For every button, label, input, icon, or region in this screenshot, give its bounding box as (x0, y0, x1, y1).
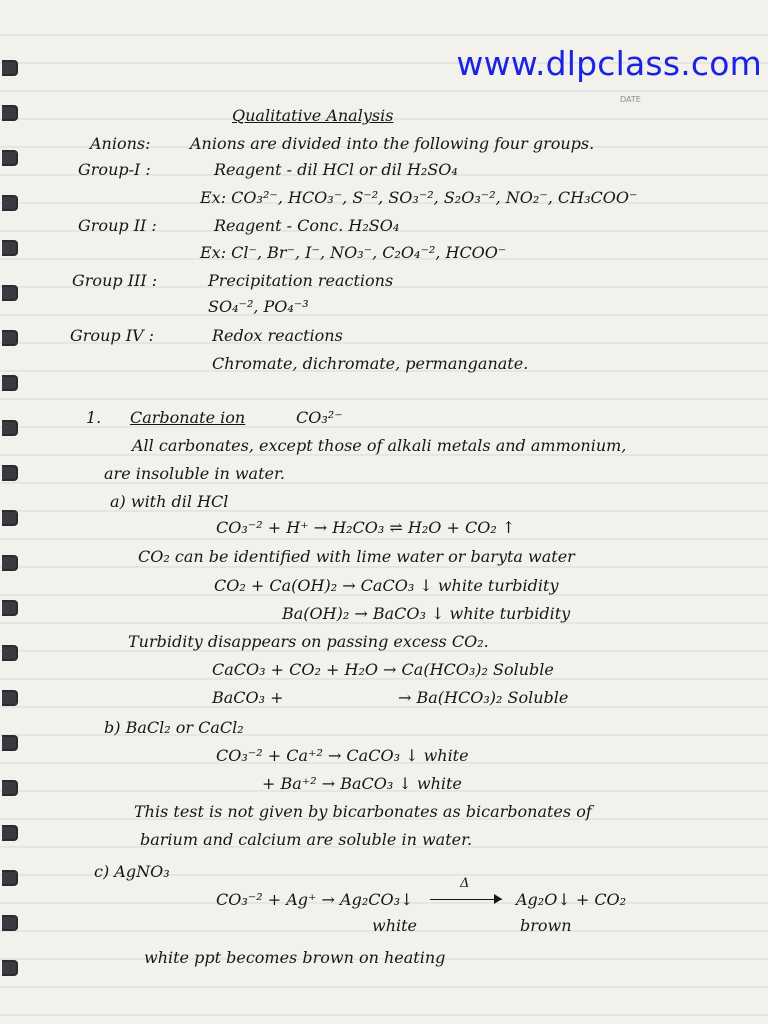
part-c-label: c) AgNO₃ (94, 862, 170, 881)
part-b-note2: barium and calcium are soluble in water. (140, 830, 473, 849)
group4-examples: Chromate, dichromate, permanganate. (212, 354, 529, 373)
part-b-equation1: CO₃⁻² + Ca⁺² → CaCO₃ ↓ white (216, 746, 469, 765)
date-label: DATE (620, 95, 641, 104)
part-a-equation5-right: → Ba(HCO₃)₂ Soluble (398, 688, 569, 707)
carbonate-formula: CO₃²⁻ (296, 408, 343, 427)
group1-label: Group-I : (78, 160, 151, 179)
section-number: 1. (86, 408, 102, 427)
anions-text: Anions are divided into the following four groups. (190, 134, 595, 153)
carbonate-line1: All carbonates, except those of alkali metals and ammonium, (132, 436, 627, 455)
carbonate-line2: are insoluble in water. (104, 464, 285, 483)
group4-text: Redox reactions (212, 326, 343, 345)
group1-examples: Ex: CO₃²⁻, HCO₃⁻, S⁻², SO₃⁻², S₂O₃⁻², NO₂⁻, CH₃COO⁻ (200, 188, 638, 207)
heat-arrow-label: Δ (460, 876, 470, 891)
anions-label: Anions: (90, 134, 151, 153)
part-b-note1: This test is not given by bicarbonates as bicarbonates of (134, 802, 592, 821)
watermark[interactable]: www.dlpclass.com (456, 44, 762, 83)
part-a-equation: CO₃⁻² + H⁺ → H₂CO₃ ⇌ H₂O + CO₂ ↑ (216, 518, 516, 537)
part-c-note: white ppt becomes brown on heating (144, 948, 446, 967)
part-b-equation2: + Ba⁺² → BaCO₃ ↓ white (262, 774, 462, 793)
part-a-label: a) with dil HCl (110, 492, 229, 511)
group3-label: Group III : (72, 271, 158, 290)
heat-arrow-head (494, 894, 502, 904)
part-c-equation-left: CO₃⁻² + Ag⁺ → Ag₂CO₃↓ (216, 890, 414, 909)
page-title: Qualitative Analysis (232, 106, 394, 125)
part-a-equation5-left: BaCO₃ + (212, 688, 284, 707)
part-a-equation3: Ba(OH)₂ → BaCO₃ ↓ white turbidity (282, 604, 571, 623)
group4-label: Group IV : (70, 326, 155, 345)
group3-text: Precipitation reactions (208, 271, 394, 290)
part-b-label: b) BaCl₂ or CaCl₂ (104, 718, 244, 737)
group2-label: Group II : (78, 216, 157, 235)
section-heading: Carbonate ion (130, 408, 246, 427)
group3-examples: SO₄⁻², PO₄⁻³ (208, 297, 309, 316)
part-c-equation-right: Ag₂O↓ + CO₂ (516, 890, 627, 909)
part-a-equation2: CO₂ + Ca(OH)₂ → CaCO₃ ↓ white turbidity (214, 576, 559, 595)
part-a-note2: Turbidity disappears on passing excess CO₂. (128, 632, 489, 651)
group2-examples: Ex: Cl⁻, Br⁻, I⁻, NO₃⁻, C₂O₄⁻², HCOO⁻ (200, 243, 507, 262)
group2-reagent: Reagent - Conc. H₂SO₄ (214, 216, 400, 235)
part-a-equation4: CaCO₃ + CO₂ + H₂O → Ca(HCO₃)₂ Soluble (212, 660, 554, 679)
group1-reagent: Reagent - dil HCl or dil H₂SO₄ (214, 160, 458, 179)
heat-arrow (430, 899, 502, 900)
precipitate-brown-label: brown (520, 916, 572, 935)
part-a-note: CO₂ can be identified with lime water or baryta water (138, 547, 575, 566)
precipitate-white-label: white (372, 916, 418, 935)
spiral-binding (0, 40, 22, 1020)
